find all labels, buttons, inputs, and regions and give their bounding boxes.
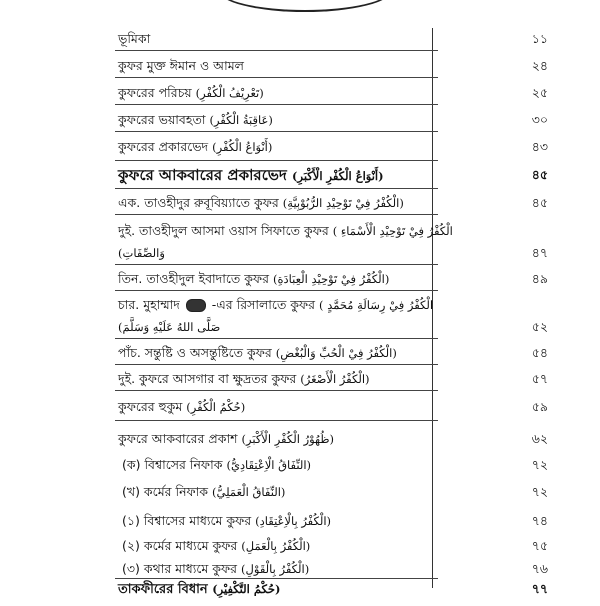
toc-title-wrap: [118, 166, 384, 185]
toc-page-number: ৭৬: [531, 561, 548, 576]
toc-title: (খ) কর্মের নিফাক: [122, 484, 209, 499]
salutation-seal-icon: [186, 299, 206, 312]
toc-arabic-title: (الْكُفْرُ فِيْ الْحُبِّ وَالْبُغْضِ): [275, 346, 397, 360]
toc-page-number: ৭৫: [531, 538, 548, 553]
toc-page-number: ৭৪: [531, 513, 548, 528]
toc-arabic-title: (الْكُفْرُ فِيْ تَوْحِيْدِ الرُّبُوْبِيَّةِ): [282, 196, 404, 210]
row-divider: [115, 160, 438, 161]
row-divider: [115, 338, 438, 339]
toc-arabic-title: (الْكُفْرُ بِالْقَوْلِ): [241, 562, 310, 576]
toc-page-number: ৭২: [531, 484, 548, 499]
toc-entry[interactable]: [118, 30, 548, 56]
toc-title-wrap: [118, 194, 404, 212]
toc-title-wrap: [118, 222, 453, 240]
toc-title-wrap: [122, 483, 285, 501]
toc-arabic-title: (وَالصِّفَاتِ: [118, 246, 165, 260]
row-divider: [115, 131, 438, 132]
toc-title: কুফরের হুকুম: [118, 399, 183, 414]
toc-entry-sub[interactable]: [122, 483, 548, 509]
toc-page-number: ৪৩: [531, 139, 548, 154]
toc-page-number: ২৪: [531, 58, 548, 73]
toc-title: (৩) কথার মাধ্যমে কুফর: [122, 561, 238, 576]
toc-arabic-title: (أَنْوَاعُ الْكُفْرِ الْأَكْبَرِ): [292, 169, 384, 183]
toc-arabic-title: (الْكُفْرُ بِالْعَمَلِ): [241, 539, 311, 553]
toc-page-number: ৪৭: [531, 245, 548, 260]
toc-arabic-title: ( الْكُفْرُ فِيْ رِسَالَةِ مُحَمَّدٍ: [319, 298, 434, 312]
toc-entry-sub[interactable]: [122, 512, 548, 538]
toc-title-wrap: [118, 270, 389, 288]
toc-page-number: ১১: [531, 31, 548, 46]
toc-title-wrap: [118, 138, 272, 156]
toc-arabic-title: ( الْكُفْرُ فِيْ تَوْحِيْدِ الْأَسْمَاءِ: [332, 224, 453, 238]
toc-title: তাকফীরের বিধান: [118, 582, 208, 597]
row-divider: [115, 50, 438, 51]
toc-page-number: ৫৯: [531, 399, 548, 414]
toc-page-number: ৩০: [531, 112, 548, 127]
toc-arabic-title: (حُكْمُ الْكُفْرِ): [186, 400, 246, 414]
toc-entry[interactable]: [118, 344, 548, 370]
toc-title: কুফরে আকবারের প্রকাশ: [118, 431, 238, 446]
toc-arabic-title: (النِّفَاقُ الْعَمَلِيُّ): [212, 485, 286, 499]
row-divider: [115, 290, 438, 291]
toc-page-number: ৫৪: [531, 345, 548, 360]
toc-page-number: ৪৫: [531, 167, 548, 182]
toc-title-wrap: [118, 430, 334, 448]
toc-page-number: ৫২: [531, 319, 548, 334]
toc-title: দুই. কুফরে আসগার বা ক্ষুদ্রতর কুফর: [118, 371, 297, 386]
toc-page-number: ৭৭: [531, 581, 548, 596]
row-divider: [115, 214, 438, 215]
toc-title: পাঁচ. সন্তুষ্টি ও অসন্তুষ্টিতে কুফর: [118, 345, 272, 360]
row-divider: [115, 264, 438, 265]
toc-title: কুফর মুক্ত ঈমান ও আমল: [118, 58, 244, 73]
toc-page-number: ৫৭: [531, 371, 548, 386]
toc-title: (২) কর্মের মাধ্যমে কুফর: [122, 538, 238, 553]
toc-arabic-title: (ظُهُوْرُ الْكُفْرِ الْأَكْبَرِ): [241, 432, 335, 446]
toc-entry-sub[interactable]: [122, 456, 548, 482]
toc-title-wrap: [118, 580, 280, 599]
toc-entry[interactable]: [118, 430, 548, 456]
toc-title-wrap: [118, 370, 370, 388]
toc-page-number: ৪৫: [531, 195, 548, 210]
toc-title: (১) বিশ্বাসের মাধ্যমে কুফর: [122, 513, 252, 528]
row-divider: [115, 188, 438, 189]
toc-entry-continued[interactable]: [118, 318, 548, 344]
toc-title-wrap: [118, 344, 397, 362]
toc-arabic-title: (تَعْرِيْفُ الْكُفْرِ): [195, 86, 264, 100]
toc-title-wrap: [118, 296, 433, 314]
toc-title-wrap: [122, 560, 309, 578]
toc-entry[interactable]: [118, 84, 548, 110]
toc-title: দুই. তাওহীদুল আসমা ওয়াস সিফাতে কুফর: [118, 223, 329, 238]
toc-title: কুফরের প্রকারভেদ: [118, 139, 209, 154]
toc-title-wrap: [122, 512, 331, 530]
toc-entry[interactable]: [118, 270, 548, 296]
toc-title: (ক) বিশ্বাসের নিফাক: [122, 457, 223, 472]
toc-title: কুফরে আকবারের প্রকারভেদ: [118, 166, 287, 184]
toc-title-wrap: [118, 244, 165, 262]
toc-title-wrap: [122, 537, 310, 555]
toc-title: তিন. তাওহীদুল ইবাদাতে কুফর: [118, 271, 269, 286]
row-divider: [115, 364, 438, 365]
row-divider: [115, 578, 438, 579]
toc-title: চার. মুহাম্মাদ: [118, 297, 180, 312]
toc-entry-continued[interactable]: [118, 244, 548, 270]
toc-arabic-title: (حُكْمُ التَّكْفِيْرِ): [212, 582, 281, 596]
toc-arabic-title: (أَنْوَاعُ الْكُفْرِ): [212, 140, 273, 154]
toc-title: কুফরের ভয়াবহতা: [118, 112, 206, 127]
row-divider: [115, 390, 438, 391]
toc-page-number: ৪৯: [531, 271, 548, 286]
toc-title-wrap: [122, 456, 311, 474]
toc-entry[interactable]: [118, 57, 548, 83]
toc-arabic-title: (الْكُفْرُ فِيْ تَوْحِيْدِ الْعِبَادَةِ): [272, 272, 390, 286]
toc-entry-heading[interactable]: [118, 580, 548, 606]
row-divider: [115, 77, 438, 78]
toc-title-suffix: -এর রিসালাতে কুফর: [211, 297, 316, 312]
toc-page-number: ৭২: [531, 457, 548, 472]
toc-title: এক. তাওহীদুর রুবূবিয়্যাতে কুফর: [118, 195, 279, 210]
toc-title: কুফরের পরিচয়: [118, 85, 192, 100]
toc-title-wrap: [118, 318, 220, 336]
toc-title-wrap: [118, 84, 264, 102]
row-divider: [115, 420, 438, 421]
toc-arabic-title: (الْكُفْرُ بِالْاِعْتِقَادِ): [255, 514, 332, 528]
toc-page-number: ৬২: [531, 431, 548, 446]
toc-title: ভূমিকা: [118, 31, 151, 46]
toc-entry[interactable]: [118, 194, 548, 220]
toc-arabic-title: (الْكُفْرُ الْأَصْغَرُ): [300, 372, 370, 386]
toc-arabic-title: (صَلَّى اللهُ عَلَيْهِ وَسَلَّمَ: [118, 320, 221, 334]
row-divider: [115, 104, 438, 105]
toc-title-wrap: [118, 111, 273, 129]
toc-entry[interactable]: [118, 370, 548, 396]
toc-page-number: ২৫: [531, 85, 548, 100]
toc-arabic-title: (النِّفَاقُ الْاِعْتِقَادِيُّ): [226, 458, 312, 472]
toc-entry[interactable]: [118, 111, 548, 137]
toc-arabic-title: (عَاقِبَةُ الْكُفْرِ): [209, 113, 273, 127]
toc-title-wrap: [118, 398, 245, 416]
